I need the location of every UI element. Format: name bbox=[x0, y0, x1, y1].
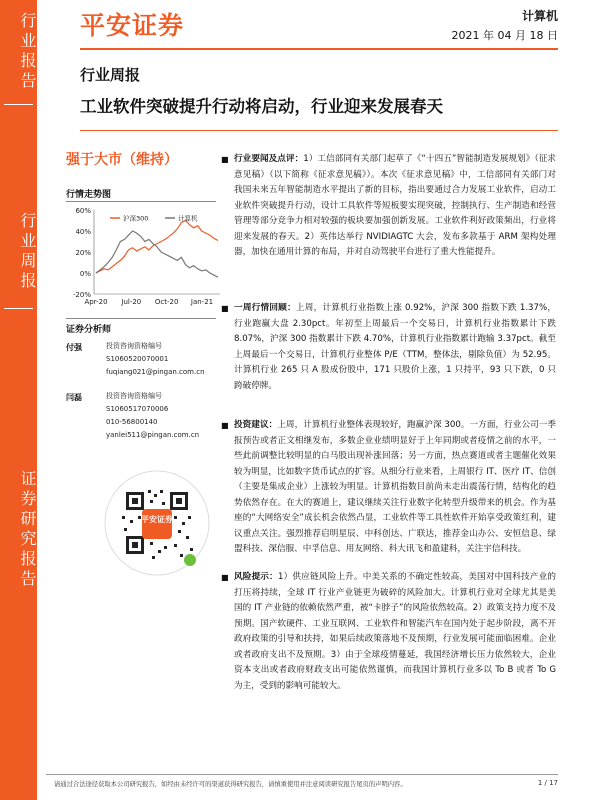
x-tick-label: Oct-20 bbox=[154, 298, 179, 306]
sidebar-divider bbox=[4, 104, 33, 105]
legend-label: 沪深300 bbox=[123, 214, 149, 223]
analyst-license-label: 投资咨询资格编号 bbox=[106, 342, 162, 350]
footer-disclaimer: 请通过合法途径获取本公司研究报告，如经由未经许可的渠道获得研究报告，请慎重使用并注意阅读研究报告尾页的声明内容。 bbox=[54, 781, 407, 788]
legend-label: 计算机 bbox=[178, 214, 198, 223]
section-text: 上周，计算机行业指数上涨 0.92%，沪深 300 指数下跌 1.37%，行业跑赢大盘 2.30pct。年初至上周最后一个交易日，计算机行业指数累计下跌 8.07%，沪深 300 指数累计下跌 4.70%，计算机行业指数累计跑输 3.37pct。截至上周最后一个交易日，计算机行业整体 P/E（TTM，整体法，剔除负值）为 52.95。计算机行业 265 只 A 股成份股中，171 只股价上涨，1 只持平，93 只下跌，0 只跨破停牌。 bbox=[234, 303, 556, 391]
x-tick-label: Apr-20 bbox=[84, 298, 108, 306]
page-number: 1 / 17 bbox=[537, 779, 558, 787]
sidebar-label-research: 证券研究报告 bbox=[18, 470, 37, 590]
analyst-email[interactable]: fuqiang021@pingan.com.cn bbox=[106, 368, 205, 376]
analyst-license-number: S1060517070006 bbox=[106, 405, 169, 413]
x-tick-label: Jan-21 bbox=[190, 298, 214, 306]
analyst-name: 付强 bbox=[66, 343, 82, 352]
section-text: 1）供应链风险上升。中美关系的不确定性较高，美国对中国科技产业的打压将持续，全球 IT 行业产业链更为破碎的风险加大。计算机行业对全球尤其是美国的 IT 产业链的依赖依然严重，被“卡脖子”的风险依然较高。2）政策支持力度不及预期。国产软硬件、工业互联网、工业软件和智能汽车在国内处于起步阶段，离不开政府政策的引导和扶持，如果后续政策落地不及预期，行业发展可能面临困难。企业或者政府支出不及预期。3）由于全球疫情蔓延，我国经济增长压力依然较大，企业资本支出或者政府财政支出可能依然谨慎，而我国计算机行业多以 To B 或者 To G 为主，受到的影响可能较大。 bbox=[234, 572, 556, 691]
bullet-icon: ■ bbox=[221, 304, 229, 313]
section-risk-warning bbox=[221, 570, 556, 694]
series-line-computer bbox=[96, 231, 218, 277]
report-headline: 工业软件突破提升行动将启动，行业迎来发展春天 bbox=[80, 97, 443, 116]
y-tick-label: 20% bbox=[75, 249, 91, 257]
qr-badge-text: 平安证券 bbox=[141, 515, 173, 524]
header-divider bbox=[80, 48, 558, 50]
sidebar-label-report-type: 行业报告 bbox=[18, 12, 37, 92]
analyst-info bbox=[106, 340, 205, 379]
headline-divider bbox=[80, 130, 558, 131]
analyst-license-label: 投资咨询资格编号 bbox=[106, 392, 162, 400]
bullet-icon: ■ bbox=[221, 421, 229, 430]
company-logo: 平安证券 bbox=[80, 11, 185, 40]
section-investment-advice bbox=[221, 418, 556, 558]
section-title: 风险提示： bbox=[234, 572, 278, 582]
y-tick-label: 60% bbox=[75, 207, 91, 215]
chart-title: 行情走势图 bbox=[66, 190, 112, 200]
report-date: 2021 年 04 月 18 日 bbox=[451, 29, 558, 42]
analyst-name: 闫磊 bbox=[66, 393, 82, 402]
section-rule bbox=[66, 201, 216, 202]
bullet-icon: ■ bbox=[221, 155, 229, 164]
sidebar bbox=[0, 0, 37, 800]
market-trend-chart bbox=[64, 206, 224, 312]
sector-label: 计算机 bbox=[521, 9, 558, 23]
analyst-email[interactable]: yanlei511@pingan.com.cn bbox=[106, 431, 200, 439]
investment-rating: 强于大市（维持） bbox=[66, 152, 178, 168]
section-rule bbox=[66, 318, 216, 319]
section-title: 投资建议： bbox=[234, 420, 278, 430]
analyst-phone: 010-56800140 bbox=[106, 418, 158, 426]
section-text: 1）工信部同有关部门起草了《“十四五”智能制造发展规划》（征求意见稿）（以下简称《征求意见稿》）。本次《征求意见稿》中，工信部同有关部门对我国未来五年智能制造水平提出了新的目标，指出要通过合力发展工业软件，启动工业软件突破提升行动，设计工具软件等短板要实现突破，控制执行、生产制造和经营管理等部分竞争力相对较强的板块要加强创新发展。工业软件利好政策频出，行业将迎来发展的春天。2）英伟达举行 NVIDIAGTC 大会，发布多款基于 ARM 架构处理器，加快在通用计算的布局，并对自动驾驶平台进行了重大性能提升。 bbox=[234, 154, 556, 257]
analyst-info bbox=[106, 390, 199, 442]
footer-divider bbox=[46, 774, 558, 775]
bullet-icon: ■ bbox=[221, 573, 229, 582]
section-title: 一周行情回顾： bbox=[234, 303, 296, 313]
section-market-review bbox=[221, 301, 556, 394]
section-industry-news bbox=[221, 152, 556, 261]
analyst-license-number: S1060520070001 bbox=[106, 355, 169, 363]
section-text: 上周，计算机行业整体表现较好，跑赢沪深 300。一方面，行业公司一季报预告或者正文相继发布，多数企业业绩明显好于上年同期或者疫情之前的水平，一些此前调整比较明显的白马股出现补涨回落；另一方面，热点赛道或者主题催化效果较为明显，比如数字货币试点的扩容。从细分行业来看，上周银行 IT、医疗 IT、信创（主要是集成企业）上涨较为明显。计算机指数目前尚未走出震荡行情，结构化的趋势依然存在。在大的赛道上，建议继续关注行业数字化转型升级带来的机会。作为基座的“大网络安全”成长机会依然凸显，工业软件等工具性软件开始享受政策红利，建议重点关注。强烈推荐启明星辰、中科创达、广联达，推荐金山办公、安恒信息、绿盟科技、深信服、中孚信息、用友网络、科大讯飞和盈建科，关注宇信科技。 bbox=[234, 420, 556, 554]
sidebar-label-weekly: 行业周报 bbox=[18, 212, 37, 292]
qr-code[interactable] bbox=[104, 470, 210, 576]
y-tick-label: 40% bbox=[75, 228, 91, 236]
y-tick-label: 0% bbox=[79, 270, 91, 278]
y-tick-label: -20% bbox=[72, 291, 91, 299]
x-tick-label: Jul-20 bbox=[121, 298, 142, 306]
section-title: 行业要闻及点评： bbox=[234, 154, 304, 164]
sidebar-divider bbox=[4, 308, 33, 309]
analyst-section-title: 证券分析师 bbox=[66, 325, 112, 335]
document-type: 行业周报 bbox=[80, 66, 141, 84]
